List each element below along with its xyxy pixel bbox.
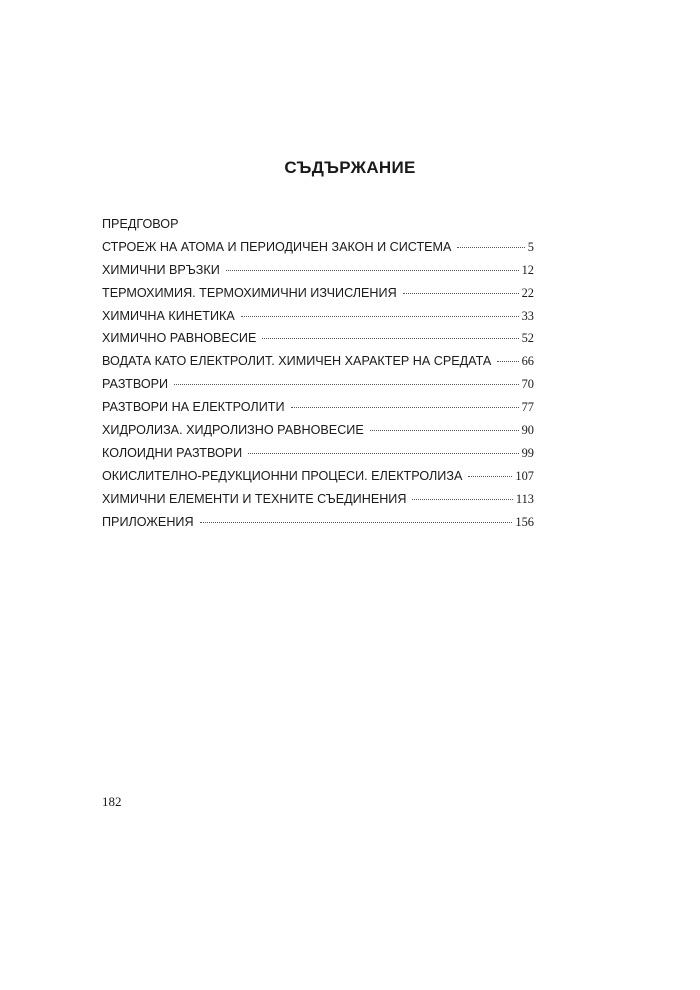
toc-leader-dots bbox=[241, 316, 519, 317]
toc-entry[interactable] bbox=[102, 423, 534, 446]
toc-leader-dots bbox=[248, 453, 518, 454]
toc-entry[interactable] bbox=[102, 354, 534, 377]
toc-leader-dots bbox=[457, 247, 524, 248]
toc-entry-page: 66 bbox=[521, 354, 534, 369]
toc-entry-page: 99 bbox=[521, 445, 534, 460]
toc-leader-dots bbox=[262, 338, 518, 339]
toc-entry-page: 77 bbox=[521, 400, 534, 415]
page-title: СЪДЪРЖАНИЕ bbox=[284, 158, 416, 177]
toc-entry-label: ВОДАТА КАТО ЕЛЕКТРОЛИТ. ХИМИЧЕН ХАРАКТЕР НА СРЕДАТА bbox=[102, 354, 492, 369]
toc-entry-page: 52 bbox=[521, 331, 534, 346]
toc-entry-label: ХИМИЧНО РАВНОВЕСИЕ bbox=[102, 331, 257, 346]
toc-entry-label: ХИМИЧНА КИНЕТИКА bbox=[102, 308, 235, 323]
toc-entry[interactable] bbox=[102, 286, 534, 309]
toc-leader-dots bbox=[412, 499, 512, 500]
toc-entry-label: СТРОЕЖ НА АТОМА И ПЕРИОДИЧЕН ЗАКОН И СИСТЕМА bbox=[102, 239, 452, 254]
table-of-contents bbox=[102, 217, 534, 537]
toc-entry-label: КОЛОИДНИ РАЗТВОРИ bbox=[102, 445, 243, 460]
toc-entry-page: 156 bbox=[515, 514, 534, 529]
toc-leader-dots bbox=[200, 522, 513, 523]
toc-entry-page: 12 bbox=[521, 262, 534, 277]
toc-leader-dots bbox=[468, 476, 512, 477]
toc-entry-label: ХИМИЧНИ ЕЛЕМЕНТИ И ТЕХНИТЕ СЪЕДИНЕНИЯ bbox=[102, 491, 407, 506]
toc-entry-page: 33 bbox=[521, 308, 534, 323]
toc-entry-label: ОКИСЛИТЕЛНО-РЕДУКЦИОННИ ПРОЦЕСИ. ЕЛЕКТРОЛИЗА bbox=[102, 468, 463, 483]
toc-entry[interactable] bbox=[102, 217, 534, 240]
toc-entry[interactable] bbox=[102, 515, 534, 538]
toc-entry-page: 107 bbox=[515, 468, 534, 483]
toc-entry-page: 22 bbox=[521, 285, 534, 300]
toc-entry[interactable] bbox=[102, 446, 534, 469]
toc-entry[interactable] bbox=[102, 263, 534, 286]
toc-entry[interactable] bbox=[102, 377, 534, 400]
toc-entry-page: 5 bbox=[527, 239, 534, 254]
toc-entry-label: ХИДРОЛИЗА. ХИДРОЛИЗНО РАВНОВЕСИЕ bbox=[102, 423, 364, 438]
toc-entry[interactable] bbox=[102, 331, 534, 354]
toc-leader-dots bbox=[226, 270, 519, 271]
toc-entry-label: РАЗТВОРИ bbox=[102, 377, 169, 392]
toc-entry-label: ПРЕДГОВОР bbox=[102, 217, 179, 231]
toc-leader-dots bbox=[174, 384, 519, 385]
toc-entry[interactable] bbox=[102, 469, 534, 492]
toc-entry-label: РАЗТВОРИ НА ЕЛЕКТРОЛИТИ bbox=[102, 400, 285, 415]
toc-entry-label: ПРИЛОЖЕНИЯ bbox=[102, 514, 194, 529]
toc-entry[interactable] bbox=[102, 240, 534, 263]
toc-entry[interactable] bbox=[102, 400, 534, 423]
toc-entry-page: 70 bbox=[521, 377, 534, 392]
toc-entry-page: 90 bbox=[521, 423, 534, 438]
page-number: 182 bbox=[102, 794, 122, 809]
toc-entry[interactable] bbox=[102, 492, 534, 515]
toc-entry-label: ТЕРМОХИМИЯ. ТЕРМОХИМИЧНИ ИЗЧИСЛЕНИЯ bbox=[102, 285, 397, 300]
toc-leader-dots bbox=[497, 361, 518, 362]
toc-leader-dots bbox=[291, 407, 519, 408]
toc-leader-dots bbox=[403, 293, 519, 294]
toc-entry-page: 113 bbox=[515, 491, 534, 506]
toc-leader-dots bbox=[370, 430, 519, 431]
toc-entry[interactable] bbox=[102, 309, 534, 332]
toc-entry-label: ХИМИЧНИ ВРЪЗКИ bbox=[102, 262, 220, 277]
